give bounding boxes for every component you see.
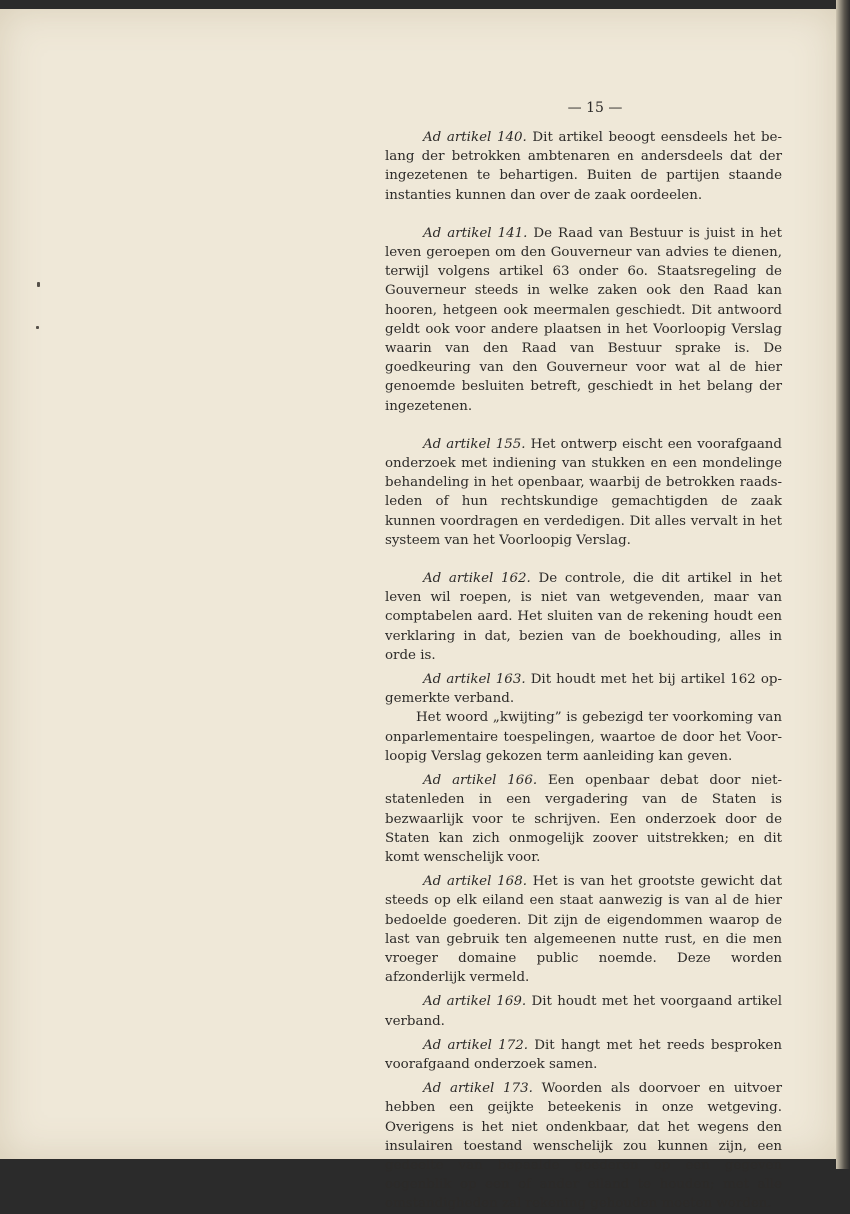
paragraph-text: De controle, die dit artikel in het leven wil roepen, is niet van wetgevenden, maar van comptabelen aard. Het sluiten van de rekening houdt een verklaring in dat, bezien van de boekhouding, alles in orde is.: [385, 571, 782, 663]
paragraph-text: De Raad van Bestuur is juist in het leven geroepen om den Gouverneur van advies te dienen, terwijl volgens artikel 63 onder 6o. Staatsregeling de Gouverneur steeds in welke zaken ook den Raad kan hooren, hetgeen ook meermalen geschiedt. Dit antwoord geldt ook voor andere plaatsen in het Voorloopig Verslag waarin van den Raad van Bestuur sprake is. De goedkeuring van den Gouverneur voor wat al de hier genoemde besluiten betreft, geschiedt in het belang der ingezetenen.: [385, 225, 782, 414]
paragraph-text: Het is van het grootste gewicht dat steeds op elk eiland een staat aanwezig is van al de hier bedoelde goederen. Dit zijn de eigendommen waarop de last van gebruik ten algemeenen nutte rust, en die men vroeger domaine public noemde. Deze worden afzonderlijk vermeld.: [385, 874, 782, 986]
page-number: — 15 —: [567, 100, 623, 116]
margin-mark: [37, 282, 40, 287]
article-reference: Ad artikel 168.: [423, 874, 527, 890]
article-reference: Ad artikel 140.: [423, 130, 527, 145]
article-reference: Ad artikel 141.: [423, 225, 528, 241]
article-reference: Ad artikel 169.: [423, 994, 527, 1010]
paragraph-art-163: [385, 670, 782, 708]
margin-mark: [36, 326, 39, 329]
paragraph-text: Een openbaar debat door niet-statenleden in een vergadering van de Staten is bezwaarlijk voor te schrijven. Een onderzoek door de Staten kan zich onmogelijk zoover uitstrekken; en dit komt wenschelijk voor.: [385, 773, 782, 865]
article-reference: Ad artikel 173.: [423, 1081, 533, 1097]
paragraph-kwijting: [385, 708, 782, 766]
article-reference: Ad artikel 166.: [423, 773, 538, 789]
paragraph-art-155: [385, 435, 782, 550]
paragraph-text: Het woord „kwijting” is gebezigd ter voorkoming van onparlementaire toespelingen, waartoe de door het Voorloopig Verslag gekozen term aanleiding kan geven.: [385, 710, 782, 764]
paragraph-art-141: [385, 224, 782, 416]
paragraph-text: Het ontwerp eischt een voorafgaand onderzoek met indiening van stukken en een mondelinge behandeling in het openbaar, waarbij de betrokken raadsleden of hun rechtskundige gemachtigden de zaak kunnen voordragen en verdedigen. Dit alles vervalt in het systeem van het Voorloopig Verslag.: [385, 436, 782, 548]
article-reference: Ad artikel 163.: [423, 672, 526, 688]
paragraph-art-140: [385, 128, 782, 205]
text-column: [385, 128, 782, 1214]
paragraph-text: Dit artikel beoogt eensdeels het belang der betrokken ambtenaren en andersdeels dat der ingezetenen te behartigen. Buiten de partijen staande instanties kunnen dan over de zaak oordeelen.: [385, 130, 782, 203]
paragraph-text: Dit houdt met het bij artikel 162 opgemerkte verband.: [385, 672, 782, 707]
paragraph-art-169: [385, 992, 782, 1030]
paragraph-art-172: [385, 1036, 782, 1074]
article-reference: Ad artikel 172.: [423, 1037, 528, 1053]
paragraph-art-173: [385, 1079, 782, 1213]
paragraph-art-168: [385, 872, 782, 987]
paragraph-text: Dit houdt met het voorgaand artikel verband.: [385, 994, 782, 1029]
paragraph-text: Woorden als doorvoer en uitvoer hebben een geijkte beteekenis in onze wetgeving. Overigens is het niet ondenkbaar, dat het wegens den insulairen toestand wenschelijk zou kunnen zijn, een gedeelte van bepaalde goederen op een gegeven oogenblik op een of ander eiland te houden; met alle omstandigheden zal rekening gehouden moeten worden.: [385, 1081, 782, 1212]
paragraph-art-166: [385, 771, 782, 867]
paragraph-text: Dit hangt met het reeds besproken voorafgaand onderzoek samen.: [385, 1037, 782, 1072]
paragraph-art-162: [385, 569, 782, 665]
article-reference: Ad artikel 162.: [423, 571, 531, 587]
page-edge: [836, 0, 850, 1169]
article-reference: Ad artikel 155.: [423, 436, 526, 452]
